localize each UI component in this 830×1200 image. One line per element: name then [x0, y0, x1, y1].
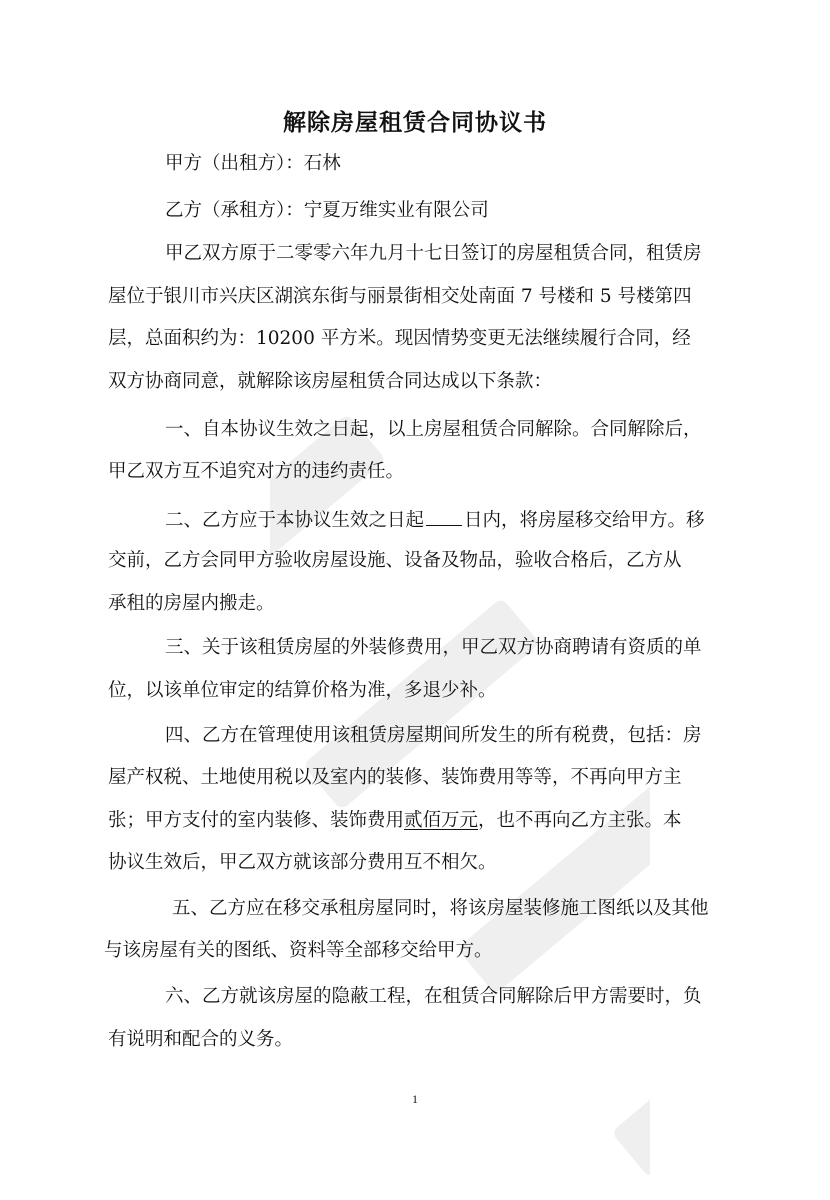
intro-line-2: 屋位于银川市兴庆区湖滨东街与丽景街相交处南面 7 号楼和 5 号楼第四 [108, 286, 692, 307]
clause-4-line-4: 协议生效后，甲乙双方就该部分费用互不相欠。 [108, 852, 497, 873]
clause-2-text-before: 二、乙方应于本协议生效之日起 [165, 510, 425, 531]
clause-1-line-2: 甲乙双方互不追究对方的违约责任。 [108, 461, 405, 482]
clause-4-line-2: 屋产权税、土地使用税以及室内的装修、装饰费用等等，不再向甲方主 [108, 767, 682, 788]
intro-line-1: 甲乙双方原于二零零六年九月十七日签订的房屋租赁合同，租赁房 [165, 243, 702, 264]
clause-4-line-3 [108, 809, 682, 833]
intro-line-3: 层，总面积约为：10200 平方米。现因情势变更无法继续履行合同，经 [108, 328, 691, 349]
party-b-line: 乙方（承租方）：宁夏万维实业有限公司 [165, 200, 489, 221]
clause-4-text-before: 张；甲方支付的室内装修、装饰费用 [108, 810, 405, 831]
days-blank-field [426, 507, 462, 526]
clause-2-line-1 [165, 507, 705, 533]
clause-2-line-3: 承租的房屋内搬走。 [108, 593, 275, 614]
clause-6-line-2: 有说明和配合的义务。 [108, 1029, 294, 1050]
clause-1-line-1: 一、自本协议生效之日起，以上房屋租赁合同解除。合同解除后， [165, 419, 702, 440]
page-number: 1 [412, 1092, 418, 1106]
clause-4-amount: 贰佰万元 [404, 810, 479, 831]
document-title: 解除房屋租赁合同协议书 [283, 110, 547, 136]
clause-4-line-1: 四、乙方在管理使用该租赁房屋期间所发生的所有税费，包括：房 [165, 725, 702, 746]
intro-line-4: 双方协商同意，就解除该房屋租赁合同达成以下条款： [108, 371, 553, 392]
clause-5-line-1: 五、乙方应在移交承租房屋同时，将该房屋装修施工图纸以及其他 [172, 898, 709, 919]
clause-4-text-after: ，也不再向乙方主张。本 [478, 810, 682, 831]
clause-2-line-2: 交前，乙方会同甲方验收房屋设施、设备及物品，验收合格后，乙方从 [108, 550, 682, 571]
party-a-line: 甲方（出租方）：石林 [165, 153, 341, 174]
clause-3-line-2: 位，以该单位审定的结算价格为准，多退少补。 [108, 680, 497, 701]
clause-6-line-1: 六、乙方就该房屋的隐蔽工程，在租赁合同解除后甲方需要时，负 [165, 986, 702, 1007]
clause-3-line-1: 三、关于该租赁房屋的外装修费用，甲乙双方协商聘请有资质的单 [165, 637, 702, 658]
clause-5-line-2: 与该房屋有关的图纸、资料等全部移交给甲方。 [104, 940, 493, 961]
clause-2-text-after: 日内，将房屋移交给甲方。移 [464, 510, 705, 531]
